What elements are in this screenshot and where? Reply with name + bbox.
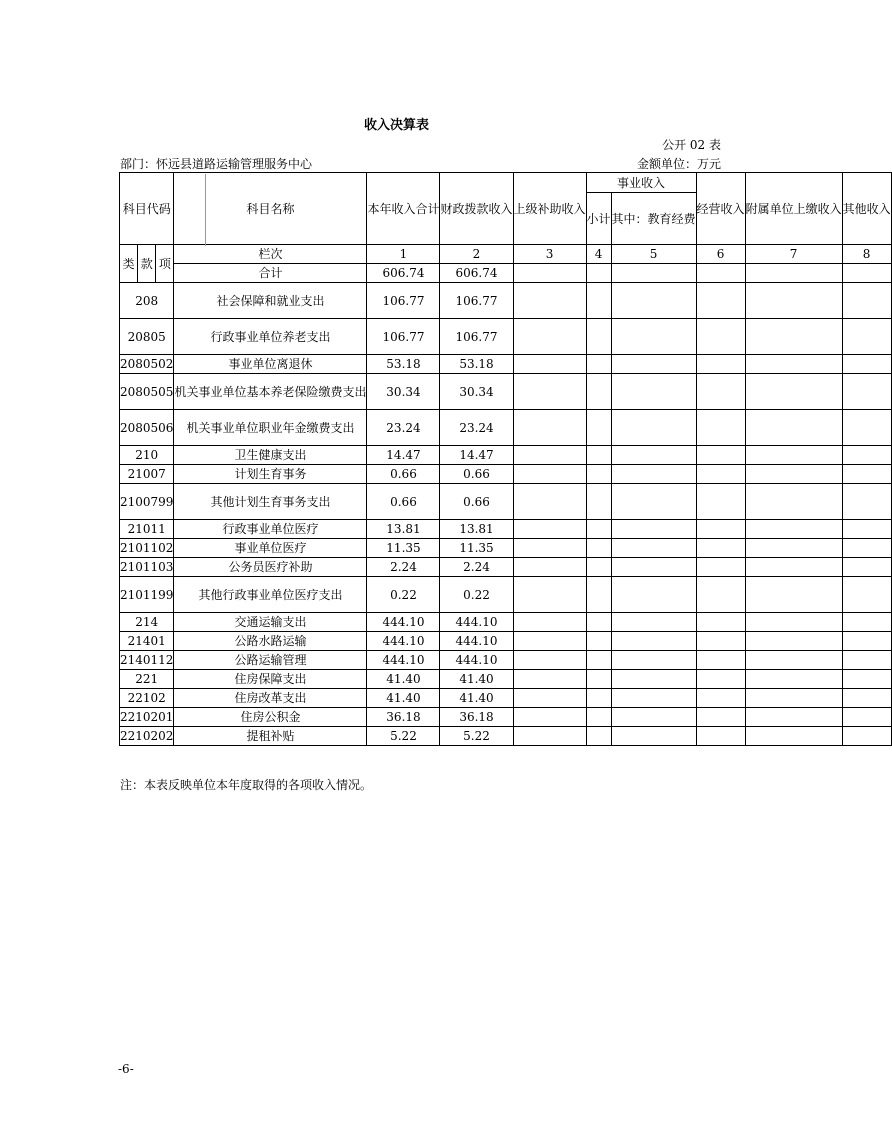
fiscal-cell: 30.34 <box>440 374 513 410</box>
total-label: 合计 <box>174 264 367 283</box>
empty-cell <box>611 355 696 374</box>
empty-cell <box>696 446 745 465</box>
fiscal-cell: 41.40 <box>440 689 513 708</box>
empty-cell <box>745 484 842 520</box>
total-income-cell: 13.81 <box>367 520 440 539</box>
empty-cell <box>586 484 611 520</box>
header-edu: 其中：教育经费 <box>611 193 696 245</box>
table-row <box>120 708 892 727</box>
name-cell: 公路水路运输 <box>174 632 367 651</box>
empty-cell <box>842 577 891 613</box>
empty-cell <box>745 374 842 410</box>
total-income-cell: 0.66 <box>367 484 440 520</box>
col-number: 7 <box>745 245 842 264</box>
page-number: -6- <box>118 1062 134 1076</box>
fiscal-cell: 53.18 <box>440 355 513 374</box>
name-cell: 事业单位医疗 <box>174 539 367 558</box>
name-cell: 事业单位离退休 <box>174 355 367 374</box>
empty-cell <box>611 319 696 355</box>
table-row <box>120 727 892 746</box>
empty-cell <box>696 539 745 558</box>
empty-cell <box>745 632 842 651</box>
fiscal-cell: 14.47 <box>440 446 513 465</box>
name-cell: 提租补贴 <box>174 727 367 746</box>
fiscal-cell: 106.77 <box>440 319 513 355</box>
empty-cell <box>586 446 611 465</box>
total-income-cell: 0.22 <box>367 577 440 613</box>
empty-cell <box>696 632 745 651</box>
total-income-cell: 5.22 <box>367 727 440 746</box>
empty-cell <box>513 727 586 746</box>
fiscal-cell: 11.35 <box>440 539 513 558</box>
total-income-cell: 14.47 <box>367 446 440 465</box>
empty-cell <box>745 319 842 355</box>
empty-cell <box>745 708 842 727</box>
empty-cell <box>513 283 586 319</box>
code-cell: 2140112 <box>120 651 174 670</box>
col-number: 8 <box>842 245 891 264</box>
empty-cell <box>745 577 842 613</box>
empty-cell <box>611 484 696 520</box>
col-number: 4 <box>586 245 611 264</box>
empty-cell <box>842 708 891 727</box>
name-cell: 住房改革支出 <box>174 689 367 708</box>
empty-cell <box>745 446 842 465</box>
empty-cell <box>842 727 891 746</box>
code-cell: 21401 <box>120 632 174 651</box>
col-number: 1 <box>367 245 440 264</box>
empty-cell <box>513 410 586 446</box>
empty-cell <box>586 558 611 577</box>
table-row <box>120 520 892 539</box>
code-cell: 2100799 <box>120 484 174 520</box>
table-row <box>120 670 892 689</box>
empty-cell <box>696 355 745 374</box>
code-cell: 2101199 <box>120 577 174 613</box>
header-code: 科目代码 <box>120 173 174 245</box>
total-income-cell: 0.66 <box>367 465 440 484</box>
name-cell: 其他计划生育事务支出 <box>174 484 367 520</box>
empty-cell <box>586 465 611 484</box>
empty-cell <box>611 632 696 651</box>
empty-cell <box>745 283 842 319</box>
total-income-cell: 11.35 <box>367 539 440 558</box>
empty-cell <box>696 319 745 355</box>
empty-cell <box>513 558 586 577</box>
empty-cell <box>842 465 891 484</box>
empty-cell <box>842 283 891 319</box>
empty-cell <box>696 484 745 520</box>
table-row <box>120 465 892 484</box>
code-cell: 208 <box>120 283 174 319</box>
table-row <box>120 446 892 465</box>
empty-cell <box>513 484 586 520</box>
code-cell: 20805 <box>120 319 174 355</box>
total-income-cell: 30.34 <box>367 374 440 410</box>
header-affiliated: 附属单位上缴收入 <box>745 173 842 245</box>
header-total-income: 本年收入合计 <box>367 173 440 245</box>
empty-cell <box>611 410 696 446</box>
header-kuan: 款 <box>138 245 156 283</box>
empty-cell <box>842 651 891 670</box>
total-income-cell: 23.24 <box>367 410 440 446</box>
table-row <box>120 632 892 651</box>
fiscal-cell: 444.10 <box>440 632 513 651</box>
table-row <box>120 319 892 355</box>
empty-cell <box>611 613 696 632</box>
code-cell: 2210201 <box>120 708 174 727</box>
empty-cell <box>842 319 891 355</box>
total-income-cell: 106.77 <box>367 319 440 355</box>
total-income-cell: 53.18 <box>367 355 440 374</box>
empty-cell <box>696 410 745 446</box>
col-number: 2 <box>440 245 513 264</box>
fiscal-cell: 5.22 <box>440 727 513 746</box>
table-row <box>120 410 892 446</box>
empty-cell <box>611 689 696 708</box>
empty-cell <box>513 708 586 727</box>
total-income-cell: 444.10 <box>367 651 440 670</box>
table-row <box>120 283 892 319</box>
empty-cell <box>842 484 891 520</box>
code-cell: 2210202 <box>120 727 174 746</box>
col-number: 6 <box>696 245 745 264</box>
total-income-cell: 106.77 <box>367 283 440 319</box>
fiscal-cell: 0.22 <box>440 577 513 613</box>
empty-cell <box>611 539 696 558</box>
table-row <box>120 577 892 613</box>
header-column-no: 栏次 <box>174 245 367 264</box>
empty-cell <box>611 651 696 670</box>
empty-cell <box>611 374 696 410</box>
empty-cell <box>842 520 891 539</box>
empty-cell <box>842 355 891 374</box>
empty-cell <box>513 651 586 670</box>
header-business-group: 事业收入 <box>586 173 696 193</box>
empty-cell <box>611 727 696 746</box>
table-row <box>120 558 892 577</box>
empty-cell <box>586 319 611 355</box>
table-row <box>120 689 892 708</box>
empty-cell <box>745 355 842 374</box>
empty-cell <box>842 374 891 410</box>
table-row <box>120 355 892 374</box>
empty-cell <box>611 708 696 727</box>
empty-cell <box>696 651 745 670</box>
name-cell: 计划生育事务 <box>174 465 367 484</box>
empty-cell <box>696 283 745 319</box>
income-table <box>119 172 892 746</box>
empty-cell <box>513 319 586 355</box>
name-cell: 其他行政事业单位医疗支出 <box>174 577 367 613</box>
total-income-cell: 41.40 <box>367 689 440 708</box>
total-income-cell: 41.40 <box>367 670 440 689</box>
empty-cell <box>513 446 586 465</box>
header-xiang: 项 <box>156 245 174 283</box>
code-cell: 22102 <box>120 689 174 708</box>
name-cell: 公务员医疗补助 <box>174 558 367 577</box>
empty-cell <box>586 689 611 708</box>
name-cell: 行政事业单位医疗 <box>174 520 367 539</box>
code-cell: 2101103 <box>120 558 174 577</box>
empty-cell <box>696 689 745 708</box>
code-cell: 214 <box>120 613 174 632</box>
empty-cell <box>611 465 696 484</box>
empty-cell <box>745 689 842 708</box>
empty-cell <box>745 410 842 446</box>
empty-cell <box>513 632 586 651</box>
fiscal-cell: 23.24 <box>440 410 513 446</box>
code-cell: 2101102 <box>120 539 174 558</box>
total-income-cell: 444.10 <box>367 632 440 651</box>
code-cell: 2080505 <box>120 374 174 410</box>
fiscal-cell: 444.10 <box>440 613 513 632</box>
table-row <box>120 539 892 558</box>
empty-cell <box>696 708 745 727</box>
empty-cell <box>513 520 586 539</box>
empty-cell <box>513 465 586 484</box>
table-note: 注：本表反映单位本年度取得的各项收入情况。 <box>120 778 373 792</box>
empty-cell <box>586 708 611 727</box>
empty-cell <box>611 283 696 319</box>
col-number: 5 <box>611 245 696 264</box>
total-fiscal-cell: 606.74 <box>440 264 513 283</box>
name-cell: 住房公积金 <box>174 708 367 727</box>
empty-cell <box>586 539 611 558</box>
header-lei: 类 <box>120 245 138 283</box>
header-name: 科目名称 <box>174 173 367 245</box>
code-cell: 221 <box>120 670 174 689</box>
fiscal-cell: 0.66 <box>440 465 513 484</box>
empty-cell <box>586 727 611 746</box>
empty-cell <box>696 727 745 746</box>
empty-cell <box>586 374 611 410</box>
empty-cell <box>513 539 586 558</box>
header-divider <box>205 174 206 246</box>
table-row <box>120 613 892 632</box>
empty-cell <box>513 689 586 708</box>
empty-cell <box>611 520 696 539</box>
name-cell: 机关事业单位基本养老保险缴费支出 <box>174 374 367 410</box>
department-label: 部门：怀远县道路运输管理服务中心 <box>120 157 313 171</box>
name-cell: 交通运输支出 <box>174 613 367 632</box>
amount-unit: 金额单位：万元 <box>636 157 721 171</box>
fiscal-cell: 106.77 <box>440 283 513 319</box>
table-row <box>120 651 892 670</box>
empty-cell <box>513 670 586 689</box>
empty-cell <box>586 613 611 632</box>
empty-cell <box>842 539 891 558</box>
total-income-cell: 36.18 <box>367 708 440 727</box>
empty-cell <box>745 465 842 484</box>
fiscal-cell: 36.18 <box>440 708 513 727</box>
fiscal-cell: 2.24 <box>440 558 513 577</box>
header-fiscal: 财政拨款收入 <box>440 173 513 245</box>
empty-cell <box>513 374 586 410</box>
empty-cell <box>696 613 745 632</box>
empty-cell <box>842 689 891 708</box>
empty-cell <box>586 410 611 446</box>
empty-cell <box>842 613 891 632</box>
total-income-cell: 444.10 <box>367 613 440 632</box>
name-cell: 卫生健康支出 <box>174 446 367 465</box>
empty-cell <box>842 670 891 689</box>
empty-cell <box>696 558 745 577</box>
empty-cell <box>745 727 842 746</box>
empty-cell <box>842 410 891 446</box>
fiscal-cell: 41.40 <box>440 670 513 689</box>
empty-cell <box>611 670 696 689</box>
code-cell: 2080506 <box>120 410 174 446</box>
code-cell: 210 <box>120 446 174 465</box>
empty-cell <box>611 558 696 577</box>
empty-cell <box>611 577 696 613</box>
empty-cell <box>513 577 586 613</box>
name-cell: 住房保障支出 <box>174 670 367 689</box>
empty-cell <box>586 577 611 613</box>
empty-cell <box>745 670 842 689</box>
table-row <box>120 374 892 410</box>
empty-cell <box>745 613 842 632</box>
header-other: 其他收入 <box>842 173 891 245</box>
code-cell: 2080502 <box>120 355 174 374</box>
fiscal-cell: 444.10 <box>440 651 513 670</box>
fiscal-cell: 0.66 <box>440 484 513 520</box>
empty-cell <box>586 651 611 670</box>
empty-cell <box>842 446 891 465</box>
empty-cell <box>745 539 842 558</box>
table-row <box>120 484 892 520</box>
empty-cell <box>513 355 586 374</box>
header-operating: 经营收入 <box>696 173 745 245</box>
page-title: 收入决算表 <box>363 118 429 133</box>
empty-cell <box>586 355 611 374</box>
empty-cell <box>842 558 891 577</box>
empty-cell <box>696 520 745 539</box>
empty-cell <box>611 446 696 465</box>
code-cell: 21007 <box>120 465 174 484</box>
name-cell: 机关事业单位职业年金缴费支出 <box>174 410 367 446</box>
empty-cell <box>696 374 745 410</box>
total-income-cell: 2.24 <box>367 558 440 577</box>
fiscal-cell: 13.81 <box>440 520 513 539</box>
empty-cell <box>842 632 891 651</box>
empty-cell <box>586 632 611 651</box>
empty-cell <box>745 520 842 539</box>
name-cell: 社会保障和就业支出 <box>174 283 367 319</box>
header-superior: 上级补助收入 <box>513 173 586 245</box>
form-number: 公开 02 表 <box>662 138 721 152</box>
empty-cell <box>745 558 842 577</box>
empty-cell <box>586 520 611 539</box>
col-number: 3 <box>513 245 586 264</box>
name-cell: 公路运输管理 <box>174 651 367 670</box>
empty-cell <box>696 465 745 484</box>
code-cell: 21011 <box>120 520 174 539</box>
name-cell: 行政事业单位养老支出 <box>174 319 367 355</box>
empty-cell <box>696 577 745 613</box>
header-subtotal: 小计 <box>586 193 611 245</box>
empty-cell <box>696 670 745 689</box>
empty-cell <box>586 283 611 319</box>
empty-cell <box>586 670 611 689</box>
empty-cell <box>513 613 586 632</box>
total-income-cell: 606.74 <box>367 264 440 283</box>
empty-cell <box>745 651 842 670</box>
